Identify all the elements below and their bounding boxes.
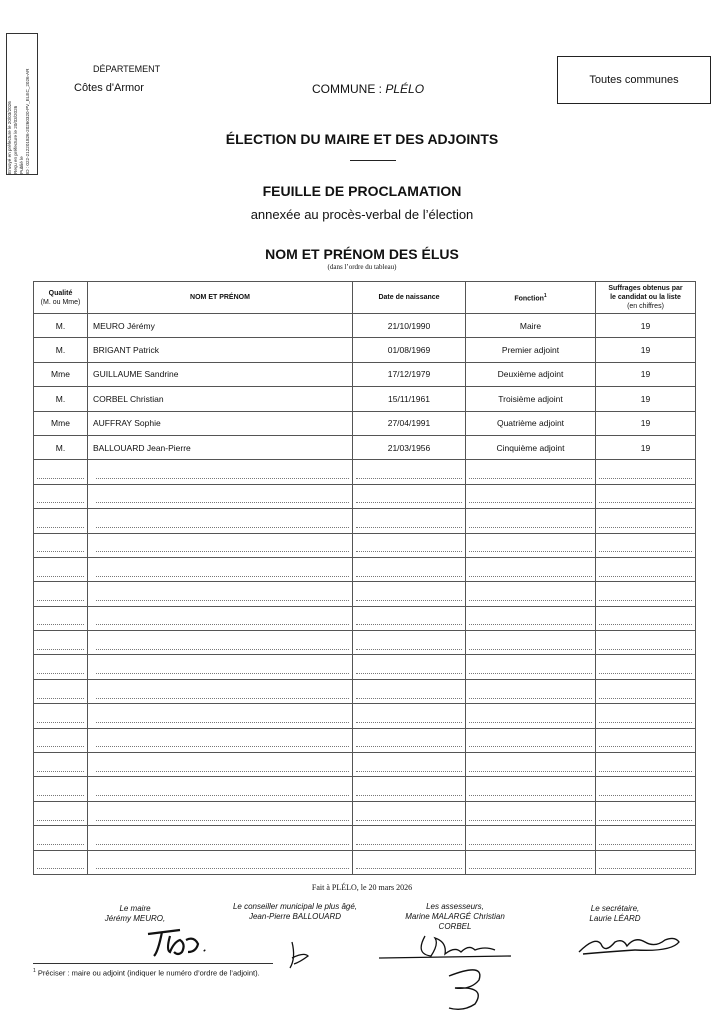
blank-line bbox=[96, 758, 349, 772]
cell-nom bbox=[88, 826, 353, 850]
prefecture-stamp bbox=[6, 33, 38, 175]
cell-fonction bbox=[466, 753, 596, 777]
section-note: (dans l’ordre du tableau) bbox=[327, 263, 397, 271]
blank-line bbox=[599, 709, 692, 723]
blank-line bbox=[599, 465, 692, 479]
table-row bbox=[34, 411, 696, 435]
cell-nom: AUFFRAY Sophie bbox=[88, 411, 353, 435]
cell-date bbox=[353, 801, 466, 825]
blank-line bbox=[356, 807, 462, 821]
blank-line bbox=[96, 782, 349, 796]
cell-qualite: Mme bbox=[34, 411, 88, 435]
blank-line bbox=[469, 709, 592, 723]
blank-line bbox=[37, 685, 84, 699]
cell-fonction: Troisième adjoint bbox=[466, 387, 596, 411]
cell-suffrages bbox=[596, 533, 696, 557]
cell-nom bbox=[88, 557, 353, 581]
blank-line bbox=[469, 563, 592, 577]
stamp-line: ID : 022-212201826-20260320-PV_ELEC_2026-AR bbox=[25, 68, 30, 174]
cell-fonction: Quatrième adjoint bbox=[466, 411, 596, 435]
blank-line bbox=[356, 855, 462, 869]
cell-fonction: Cinquième adjoint bbox=[466, 435, 596, 459]
sheet-subtitle: annexée au procès-verbal de l’élection bbox=[250, 207, 474, 222]
blank-line bbox=[599, 587, 692, 601]
cell-nom bbox=[88, 850, 353, 874]
blank-line bbox=[469, 611, 592, 625]
blank-line bbox=[356, 538, 462, 552]
cell-suffrages bbox=[596, 484, 696, 508]
cell-suffrages: 19 bbox=[596, 435, 696, 459]
blank-line bbox=[96, 587, 349, 601]
assesseurs-signatures bbox=[375, 924, 515, 1014]
cell-qualite bbox=[34, 631, 88, 655]
commune-line bbox=[312, 82, 424, 96]
table-row bbox=[34, 801, 696, 825]
table-row bbox=[34, 704, 696, 728]
blank-line bbox=[37, 807, 84, 821]
table-row bbox=[34, 655, 696, 679]
cell-qualite: M. bbox=[34, 314, 88, 338]
commune-name: PLÉLO bbox=[385, 82, 425, 96]
footnote: $^1$ Préciser : maire ou adjoint (indiquer le numéro d’ordre de l’adjoint). bbox=[33, 968, 260, 978]
cell-nom bbox=[88, 533, 353, 557]
cell-date bbox=[353, 655, 466, 679]
blank-line bbox=[96, 831, 349, 845]
cell-date: 27/04/1991 bbox=[353, 411, 466, 435]
blank-line bbox=[37, 489, 84, 503]
cell-qualite bbox=[34, 753, 88, 777]
blank-line bbox=[356, 685, 462, 699]
table-row bbox=[34, 533, 696, 557]
blank-line bbox=[37, 514, 84, 528]
header-qualite: Qualité (M. ou Mme) bbox=[34, 282, 88, 314]
blank-line bbox=[37, 855, 84, 869]
cell-date bbox=[353, 728, 466, 752]
cell-date: 17/12/1979 bbox=[353, 362, 466, 386]
blank-line bbox=[96, 855, 349, 869]
table-row bbox=[34, 582, 696, 606]
cell-nom bbox=[88, 582, 353, 606]
cell-qualite bbox=[34, 655, 88, 679]
blank-line bbox=[37, 733, 84, 747]
cell-nom bbox=[88, 753, 353, 777]
blank-line bbox=[356, 636, 462, 650]
cell-suffrages bbox=[596, 509, 696, 533]
cell-nom bbox=[88, 728, 353, 752]
cell-suffrages bbox=[596, 582, 696, 606]
blank-line bbox=[37, 563, 84, 577]
table-header-row bbox=[34, 282, 696, 314]
blank-line bbox=[469, 807, 592, 821]
blank-line bbox=[356, 660, 462, 674]
header-nom: NOM ET PRÉNOM bbox=[88, 282, 353, 314]
cell-suffrages bbox=[596, 606, 696, 630]
blank-line bbox=[356, 782, 462, 796]
blank-line bbox=[356, 465, 462, 479]
departement-name: Côtes d'Armor bbox=[74, 82, 144, 94]
cell-qualite bbox=[34, 460, 88, 484]
table-row bbox=[34, 728, 696, 752]
cell-qualite bbox=[34, 533, 88, 557]
cell-date bbox=[353, 582, 466, 606]
cell-date bbox=[353, 606, 466, 630]
table-row bbox=[34, 362, 696, 386]
secretaire-signature bbox=[575, 930, 685, 960]
cell-suffrages: 19 bbox=[596, 362, 696, 386]
cell-fonction: Maire bbox=[466, 314, 596, 338]
cell-nom bbox=[88, 484, 353, 508]
blank-line bbox=[356, 563, 462, 577]
cell-qualite bbox=[34, 777, 88, 801]
cell-fonction bbox=[466, 728, 596, 752]
departement-label: DÉPARTEMENT bbox=[93, 64, 161, 74]
blank-line bbox=[356, 489, 462, 503]
cell-suffrages bbox=[596, 704, 696, 728]
cell-qualite bbox=[34, 557, 88, 581]
blank-line bbox=[356, 733, 462, 747]
cell-fonction bbox=[466, 557, 596, 581]
blank-line bbox=[599, 660, 692, 674]
blank-line bbox=[469, 636, 592, 650]
table-row bbox=[34, 314, 696, 338]
blank-line bbox=[469, 489, 592, 503]
cell-qualite bbox=[34, 826, 88, 850]
cell-fonction bbox=[466, 704, 596, 728]
cell-nom bbox=[88, 655, 353, 679]
cell-fonction bbox=[466, 460, 596, 484]
table-row bbox=[34, 509, 696, 533]
cell-qualite bbox=[34, 728, 88, 752]
cell-qualite: M. bbox=[34, 387, 88, 411]
blank-line bbox=[356, 831, 462, 845]
cell-qualite bbox=[34, 679, 88, 703]
blank-line bbox=[599, 782, 692, 796]
stamp-line: Publié le bbox=[19, 156, 24, 174]
cell-suffrages bbox=[596, 850, 696, 874]
blank-line bbox=[37, 587, 84, 601]
category-box: Toutes communes bbox=[557, 56, 711, 104]
section-title: NOM ET PRÉNOM DES ÉLUS bbox=[265, 246, 459, 262]
cell-suffrages: 19 bbox=[596, 411, 696, 435]
blank-line bbox=[96, 611, 349, 625]
page-title: ÉLECTION DU MAIRE ET DES ADJOINTS bbox=[225, 131, 499, 147]
cell-nom bbox=[88, 704, 353, 728]
blank-line bbox=[469, 587, 592, 601]
doyen-signature bbox=[282, 938, 322, 973]
blank-line bbox=[599, 514, 692, 528]
blank-line bbox=[96, 660, 349, 674]
cell-date bbox=[353, 509, 466, 533]
header-date: Date de naissance bbox=[353, 282, 466, 314]
table-row bbox=[34, 826, 696, 850]
table-row bbox=[34, 606, 696, 630]
table-row bbox=[34, 679, 696, 703]
cell-qualite: M. bbox=[34, 338, 88, 362]
cell-suffrages bbox=[596, 655, 696, 679]
table-row bbox=[34, 460, 696, 484]
cell-qualite bbox=[34, 704, 88, 728]
blank-line bbox=[96, 636, 349, 650]
cell-fonction bbox=[466, 509, 596, 533]
cell-date bbox=[353, 679, 466, 703]
cell-nom: BRIGANT Patrick bbox=[88, 338, 353, 362]
blank-line bbox=[37, 831, 84, 845]
commune-label: COMMUNE : bbox=[312, 82, 382, 96]
blank-line bbox=[37, 709, 84, 723]
cell-suffrages: 19 bbox=[596, 314, 696, 338]
cell-fonction bbox=[466, 679, 596, 703]
cell-suffrages bbox=[596, 460, 696, 484]
cell-fonction bbox=[466, 777, 596, 801]
cell-qualite bbox=[34, 850, 88, 874]
blank-line bbox=[599, 733, 692, 747]
cell-suffrages bbox=[596, 679, 696, 703]
cell-nom bbox=[88, 509, 353, 533]
blank-line bbox=[356, 611, 462, 625]
blank-line bbox=[96, 563, 349, 577]
cell-suffrages: 19 bbox=[596, 338, 696, 362]
cell-date bbox=[353, 777, 466, 801]
blank-line bbox=[469, 733, 592, 747]
cell-date: 01/08/1969 bbox=[353, 338, 466, 362]
cell-suffrages bbox=[596, 826, 696, 850]
blank-line bbox=[469, 855, 592, 869]
cell-fonction bbox=[466, 850, 596, 874]
cell-nom bbox=[88, 631, 353, 655]
blank-line bbox=[96, 709, 349, 723]
signatory-doyen: Le conseiller municipal le plus âgé, Jean-Pierre BALLOUARD bbox=[232, 902, 358, 921]
table-row bbox=[34, 435, 696, 459]
blank-line bbox=[96, 514, 349, 528]
footnote-divider bbox=[33, 963, 273, 964]
cell-fonction bbox=[466, 606, 596, 630]
blank-line bbox=[96, 489, 349, 503]
cell-suffrages bbox=[596, 753, 696, 777]
cell-nom bbox=[88, 460, 353, 484]
blank-line bbox=[599, 685, 692, 699]
place-date: Fait à PLÉLO, le 20 mars 2026 bbox=[311, 883, 413, 892]
table-row bbox=[34, 777, 696, 801]
table-row bbox=[34, 484, 696, 508]
cell-qualite bbox=[34, 801, 88, 825]
cell-fonction bbox=[466, 801, 596, 825]
elected-table bbox=[33, 281, 696, 875]
cell-nom: MEURO Jérémy bbox=[88, 314, 353, 338]
blank-line bbox=[469, 465, 592, 479]
blank-line bbox=[356, 758, 462, 772]
blank-line bbox=[599, 611, 692, 625]
cell-suffrages bbox=[596, 631, 696, 655]
cell-fonction bbox=[466, 533, 596, 557]
cell-fonction bbox=[466, 484, 596, 508]
cell-fonction bbox=[466, 655, 596, 679]
blank-line bbox=[599, 758, 692, 772]
cell-date bbox=[353, 460, 466, 484]
cell-fonction bbox=[466, 582, 596, 606]
cell-date bbox=[353, 704, 466, 728]
cell-date bbox=[353, 533, 466, 557]
blank-line bbox=[356, 709, 462, 723]
blank-line bbox=[37, 782, 84, 796]
blank-line bbox=[469, 758, 592, 772]
cell-qualite bbox=[34, 484, 88, 508]
cell-suffrages bbox=[596, 557, 696, 581]
cell-date bbox=[353, 557, 466, 581]
cell-nom: GUILLAUME Sandrine bbox=[88, 362, 353, 386]
blank-line bbox=[96, 685, 349, 699]
stamp-line: Reçu en préfecture le 20/03/2026 bbox=[13, 105, 18, 174]
cell-date bbox=[353, 753, 466, 777]
cell-nom bbox=[88, 606, 353, 630]
blank-line bbox=[599, 563, 692, 577]
blank-line bbox=[96, 465, 349, 479]
blank-line bbox=[469, 538, 592, 552]
blank-line bbox=[96, 538, 349, 552]
cell-date bbox=[353, 484, 466, 508]
cell-qualite: Mme bbox=[34, 362, 88, 386]
blank-line bbox=[599, 855, 692, 869]
cell-nom bbox=[88, 679, 353, 703]
blank-line bbox=[469, 685, 592, 699]
cell-fonction: Premier adjoint bbox=[466, 338, 596, 362]
blank-line bbox=[37, 611, 84, 625]
table-row bbox=[34, 387, 696, 411]
blank-line bbox=[599, 807, 692, 821]
blank-line bbox=[469, 514, 592, 528]
cell-fonction: Deuxième adjoint bbox=[466, 362, 596, 386]
cell-date bbox=[353, 850, 466, 874]
cell-fonction bbox=[466, 826, 596, 850]
blank-line bbox=[599, 538, 692, 552]
blank-line bbox=[37, 538, 84, 552]
cell-suffrages: 19 bbox=[596, 387, 696, 411]
cell-suffrages bbox=[596, 777, 696, 801]
cell-fonction bbox=[466, 631, 596, 655]
blank-line bbox=[356, 587, 462, 601]
table-row bbox=[34, 753, 696, 777]
title-divider bbox=[350, 160, 396, 161]
sheet-title: FEUILLE DE PROCLAMATION bbox=[262, 183, 462, 199]
blank-line bbox=[469, 782, 592, 796]
blank-line bbox=[356, 514, 462, 528]
blank-line bbox=[599, 489, 692, 503]
cell-nom: CORBEL Christian bbox=[88, 387, 353, 411]
blank-line bbox=[96, 733, 349, 747]
table-row bbox=[34, 631, 696, 655]
cell-date bbox=[353, 826, 466, 850]
table-row bbox=[34, 338, 696, 362]
signatory-maire: Le maire Jérémy MEURO, bbox=[104, 904, 166, 923]
blank-line bbox=[37, 636, 84, 650]
cell-qualite bbox=[34, 582, 88, 606]
cell-suffrages bbox=[596, 801, 696, 825]
cell-nom: BALLOUARD Jean-Pierre bbox=[88, 435, 353, 459]
signatory-assesseurs: Les assesseurs, Marine MALARGÉ Christian CORBEL bbox=[405, 902, 505, 931]
header-fonction: Fonction$^1$ bbox=[466, 282, 596, 314]
cell-date bbox=[353, 631, 466, 655]
blank-line bbox=[469, 831, 592, 845]
cell-qualite bbox=[34, 509, 88, 533]
table-row bbox=[34, 557, 696, 581]
maire-signature bbox=[140, 922, 220, 962]
signatory-secretaire: Le secrétaire, Laurie LÉARD bbox=[589, 904, 641, 923]
cell-date: 21/10/1990 bbox=[353, 314, 466, 338]
blank-line bbox=[469, 660, 592, 674]
cell-date: 21/03/1956 bbox=[353, 435, 466, 459]
cell-qualite bbox=[34, 606, 88, 630]
blank-line bbox=[37, 660, 84, 674]
blank-line bbox=[599, 831, 692, 845]
cell-nom bbox=[88, 801, 353, 825]
cell-suffrages bbox=[596, 728, 696, 752]
cell-nom bbox=[88, 777, 353, 801]
cell-qualite: M. bbox=[34, 435, 88, 459]
table-row bbox=[34, 850, 696, 874]
blank-line bbox=[599, 636, 692, 650]
blank-line bbox=[37, 758, 84, 772]
cell-date: 15/11/1961 bbox=[353, 387, 466, 411]
header-suffrages: Suffrages obtenus par le candidat ou la liste (en chiffres) bbox=[596, 282, 696, 314]
stamp-line: Envoyé en préfecture le 20/03/2026 bbox=[7, 101, 12, 174]
blank-line bbox=[96, 807, 349, 821]
blank-line bbox=[37, 465, 84, 479]
